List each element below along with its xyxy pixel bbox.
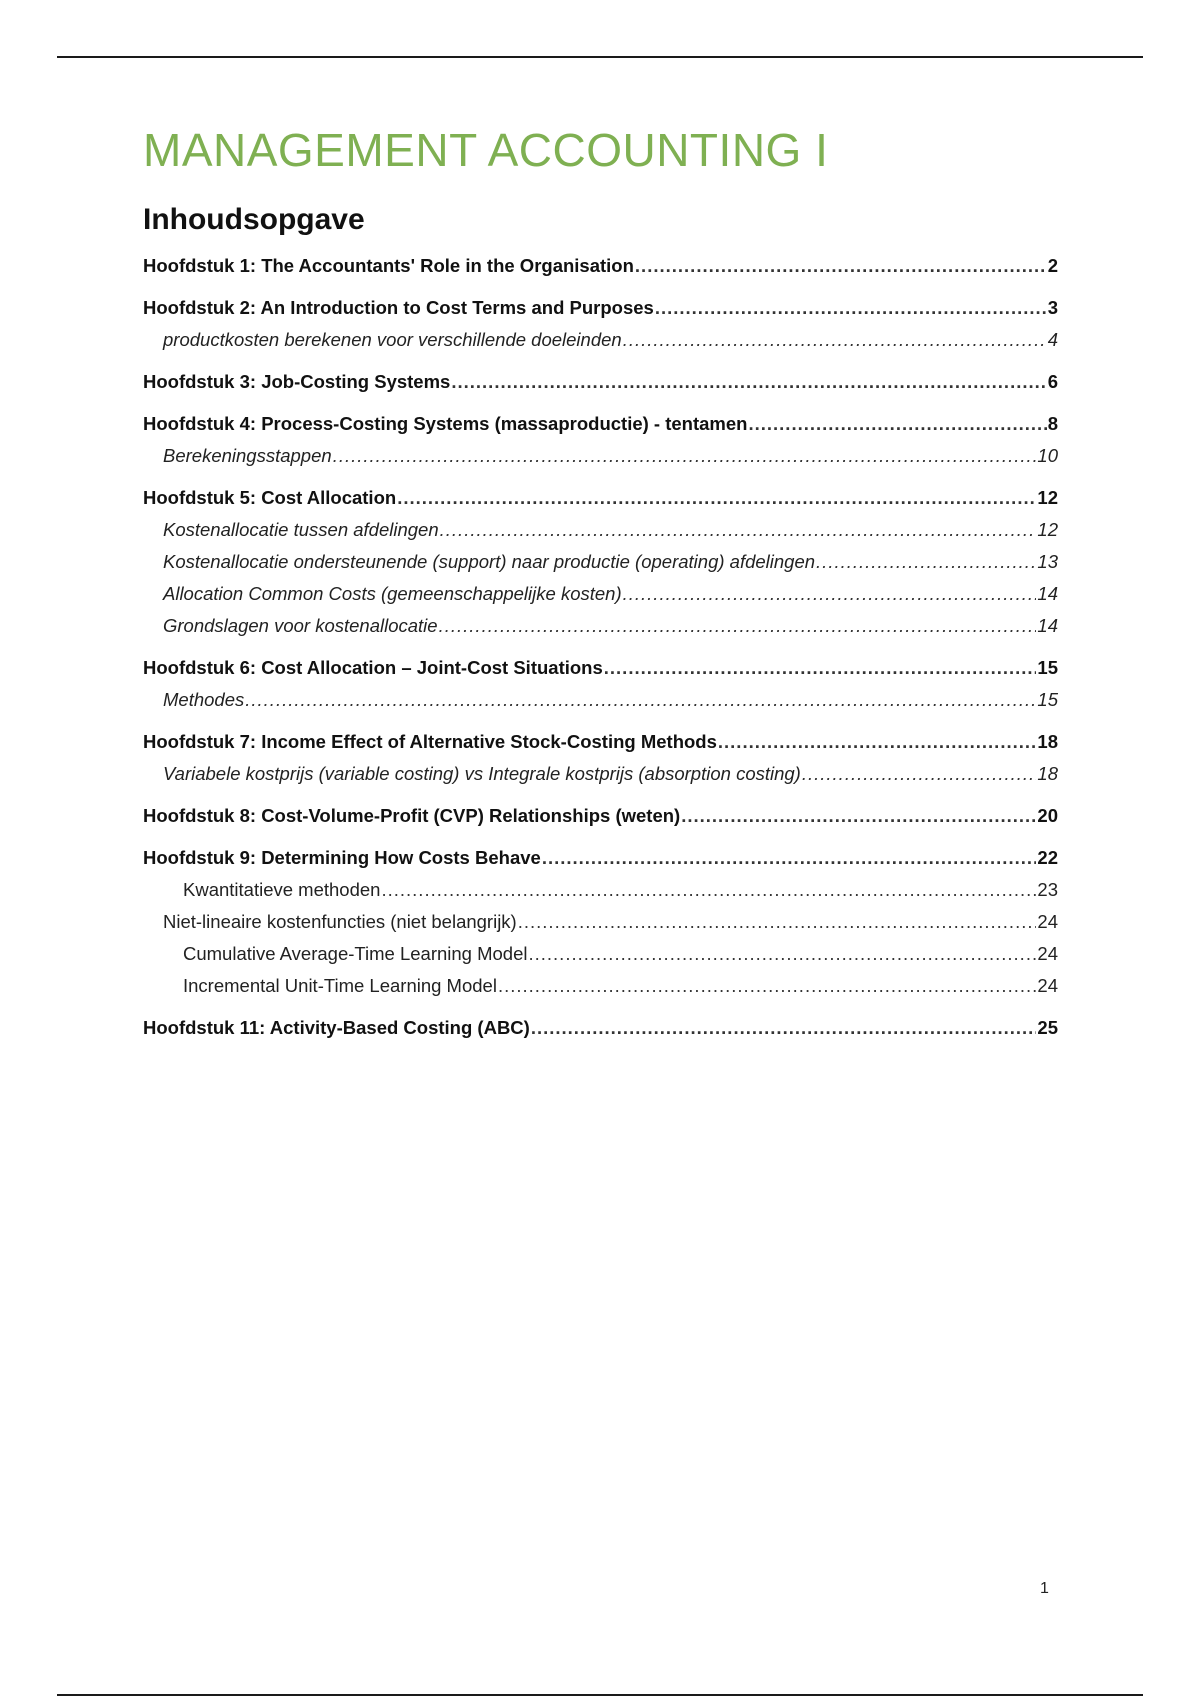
toc-entry[interactable] — [143, 482, 1058, 514]
toc-entry-title: Hoofdstuk 1: The Accountants' Role in the Organisation — [143, 255, 634, 276]
toc-entry[interactable] — [143, 610, 1058, 642]
toc-dot-leader — [655, 292, 1047, 324]
toc-entry-page: 20 — [1037, 805, 1058, 826]
toc-entry-page: 18 — [1037, 763, 1058, 784]
toc-entry-page: 24 — [1037, 975, 1058, 996]
toc-entry-title: Incremental Unit-Time Learning Model — [183, 975, 497, 996]
toc-entry-page: 14 — [1037, 583, 1058, 604]
toc-entry-title: Niet-lineaire kostenfuncties (niet belangrijk) — [163, 911, 517, 932]
toc-entry[interactable] — [143, 250, 1058, 282]
toc-entry-page: 2 — [1047, 255, 1058, 276]
toc-entry-title: productkosten berekenen voor verschillende doeleinden — [163, 329, 622, 350]
toc-dot-leader — [518, 906, 1037, 938]
toc-entry-page: 8 — [1047, 413, 1058, 434]
toc-dot-leader — [397, 482, 1036, 514]
toc-entry[interactable] — [143, 726, 1058, 758]
toc-entry-page: 14 — [1037, 615, 1058, 636]
toc-dot-leader — [498, 970, 1036, 1002]
toc-entry-title: Hoofdstuk 5: Cost Allocation — [143, 487, 397, 508]
toc-dot-leader — [635, 250, 1047, 282]
toc-dot-leader — [531, 1012, 1037, 1044]
toc-dot-leader — [681, 800, 1036, 832]
toc-dot-leader — [623, 324, 1047, 356]
toc-dot-leader — [718, 726, 1037, 758]
toc-entry-page: 24 — [1037, 943, 1058, 964]
toc-dot-leader — [451, 366, 1046, 398]
table-of-contents — [143, 250, 1058, 1044]
toc-dot-leader — [333, 440, 1037, 472]
toc-entry-title: Hoofdstuk 9: Determining How Costs Behave — [143, 847, 541, 868]
toc-entry-page: 23 — [1037, 879, 1058, 900]
toc-entry[interactable] — [143, 1012, 1058, 1044]
toc-entry[interactable] — [143, 684, 1058, 716]
toc-entry-title: Hoofdstuk 3: Job-Costing Systems — [143, 371, 451, 392]
toc-entry[interactable] — [143, 408, 1058, 440]
toc-entry[interactable] — [143, 842, 1058, 874]
toc-entry-page: 6 — [1047, 371, 1058, 392]
top-rule — [57, 56, 1143, 58]
toc-dot-leader — [802, 758, 1037, 790]
toc-entry-title: Variabele kostprijs (variable costing) vs Integrale kostprijs (absorption costing) — [163, 763, 801, 784]
toc-dot-leader — [381, 874, 1036, 906]
toc-entry[interactable] — [143, 366, 1058, 398]
toc-entry-page: 12 — [1037, 487, 1058, 508]
toc-entry[interactable] — [143, 440, 1058, 472]
toc-entry-title: Hoofdstuk 6: Cost Allocation – Joint-Cost Situations — [143, 657, 603, 678]
toc-dot-leader — [439, 610, 1037, 642]
toc-entry-title: Kostenallocatie ondersteunende (support) naar productie (operating) afdelingen — [163, 551, 816, 572]
toc-entry-page: 3 — [1047, 297, 1058, 318]
toc-entry[interactable] — [143, 758, 1058, 790]
toc-entry-title: Hoofdstuk 8: Cost-Volume-Profit (CVP) Relationships (weten) — [143, 805, 681, 826]
toc-heading: Inhoudsopgave — [143, 203, 365, 236]
toc-entry-title: Berekeningsstappen — [163, 445, 332, 466]
toc-entry-title: Allocation Common Costs (gemeenschappelijke kosten) — [163, 583, 622, 604]
toc-entry-title: Hoofdstuk 11: Activity-Based Costing (ABC) — [143, 1017, 530, 1038]
document-page — [143, 118, 1058, 1044]
toc-entry-title: Grondslagen voor kostenallocatie — [163, 615, 438, 636]
document-title: MANAGEMENT ACCOUNTING I — [143, 124, 829, 176]
toc-dot-leader — [604, 652, 1037, 684]
toc-dot-leader — [542, 842, 1037, 874]
toc-entry-page: 13 — [1037, 551, 1058, 572]
toc-entry[interactable] — [143, 970, 1058, 1002]
toc-entry-title: Hoofdstuk 2: An Introduction to Cost Terms and Purposes — [143, 297, 654, 318]
toc-entry[interactable] — [143, 578, 1058, 610]
toc-entry[interactable] — [143, 874, 1058, 906]
toc-entry[interactable] — [143, 546, 1058, 578]
toc-entry-page: 25 — [1037, 1017, 1058, 1038]
toc-entry[interactable] — [143, 324, 1058, 356]
toc-entry[interactable] — [143, 906, 1058, 938]
toc-entry-page: 10 — [1037, 445, 1058, 466]
toc-entry-title: Kostenallocatie tussen afdelingen — [163, 519, 439, 540]
toc-dot-leader — [245, 684, 1036, 716]
toc-dot-leader — [816, 546, 1036, 578]
toc-dot-leader — [528, 938, 1036, 970]
toc-entry[interactable] — [143, 938, 1058, 970]
page-number: 1 — [1040, 1580, 1049, 1597]
toc-entry-page: 24 — [1037, 911, 1058, 932]
bottom-rule — [57, 1694, 1143, 1696]
toc-dot-leader — [440, 514, 1037, 546]
toc-dot-leader — [748, 408, 1046, 440]
toc-entry-title: Methodes — [163, 689, 245, 710]
toc-entry[interactable] — [143, 652, 1058, 684]
toc-entry[interactable] — [143, 292, 1058, 324]
toc-entry-page: 15 — [1037, 689, 1058, 710]
toc-entry-title: Hoofdstuk 4: Process-Costing Systems (massaproductie) - tentamen — [143, 413, 748, 434]
toc-entry-title: Cumulative Average-Time Learning Model — [183, 943, 528, 964]
toc-entry[interactable] — [143, 514, 1058, 546]
toc-entry-title: Hoofdstuk 7: Income Effect of Alternative Stock-Costing Methods — [143, 731, 717, 752]
toc-dot-leader — [623, 578, 1037, 610]
toc-entry-title: Kwantitatieve methoden — [183, 879, 381, 900]
toc-entry-page: 15 — [1037, 657, 1058, 678]
toc-entry[interactable] — [143, 800, 1058, 832]
toc-entry-page: 22 — [1037, 847, 1058, 868]
toc-entry-page: 4 — [1047, 329, 1058, 350]
toc-entry-page: 18 — [1037, 731, 1058, 752]
toc-entry-page: 12 — [1037, 519, 1058, 540]
